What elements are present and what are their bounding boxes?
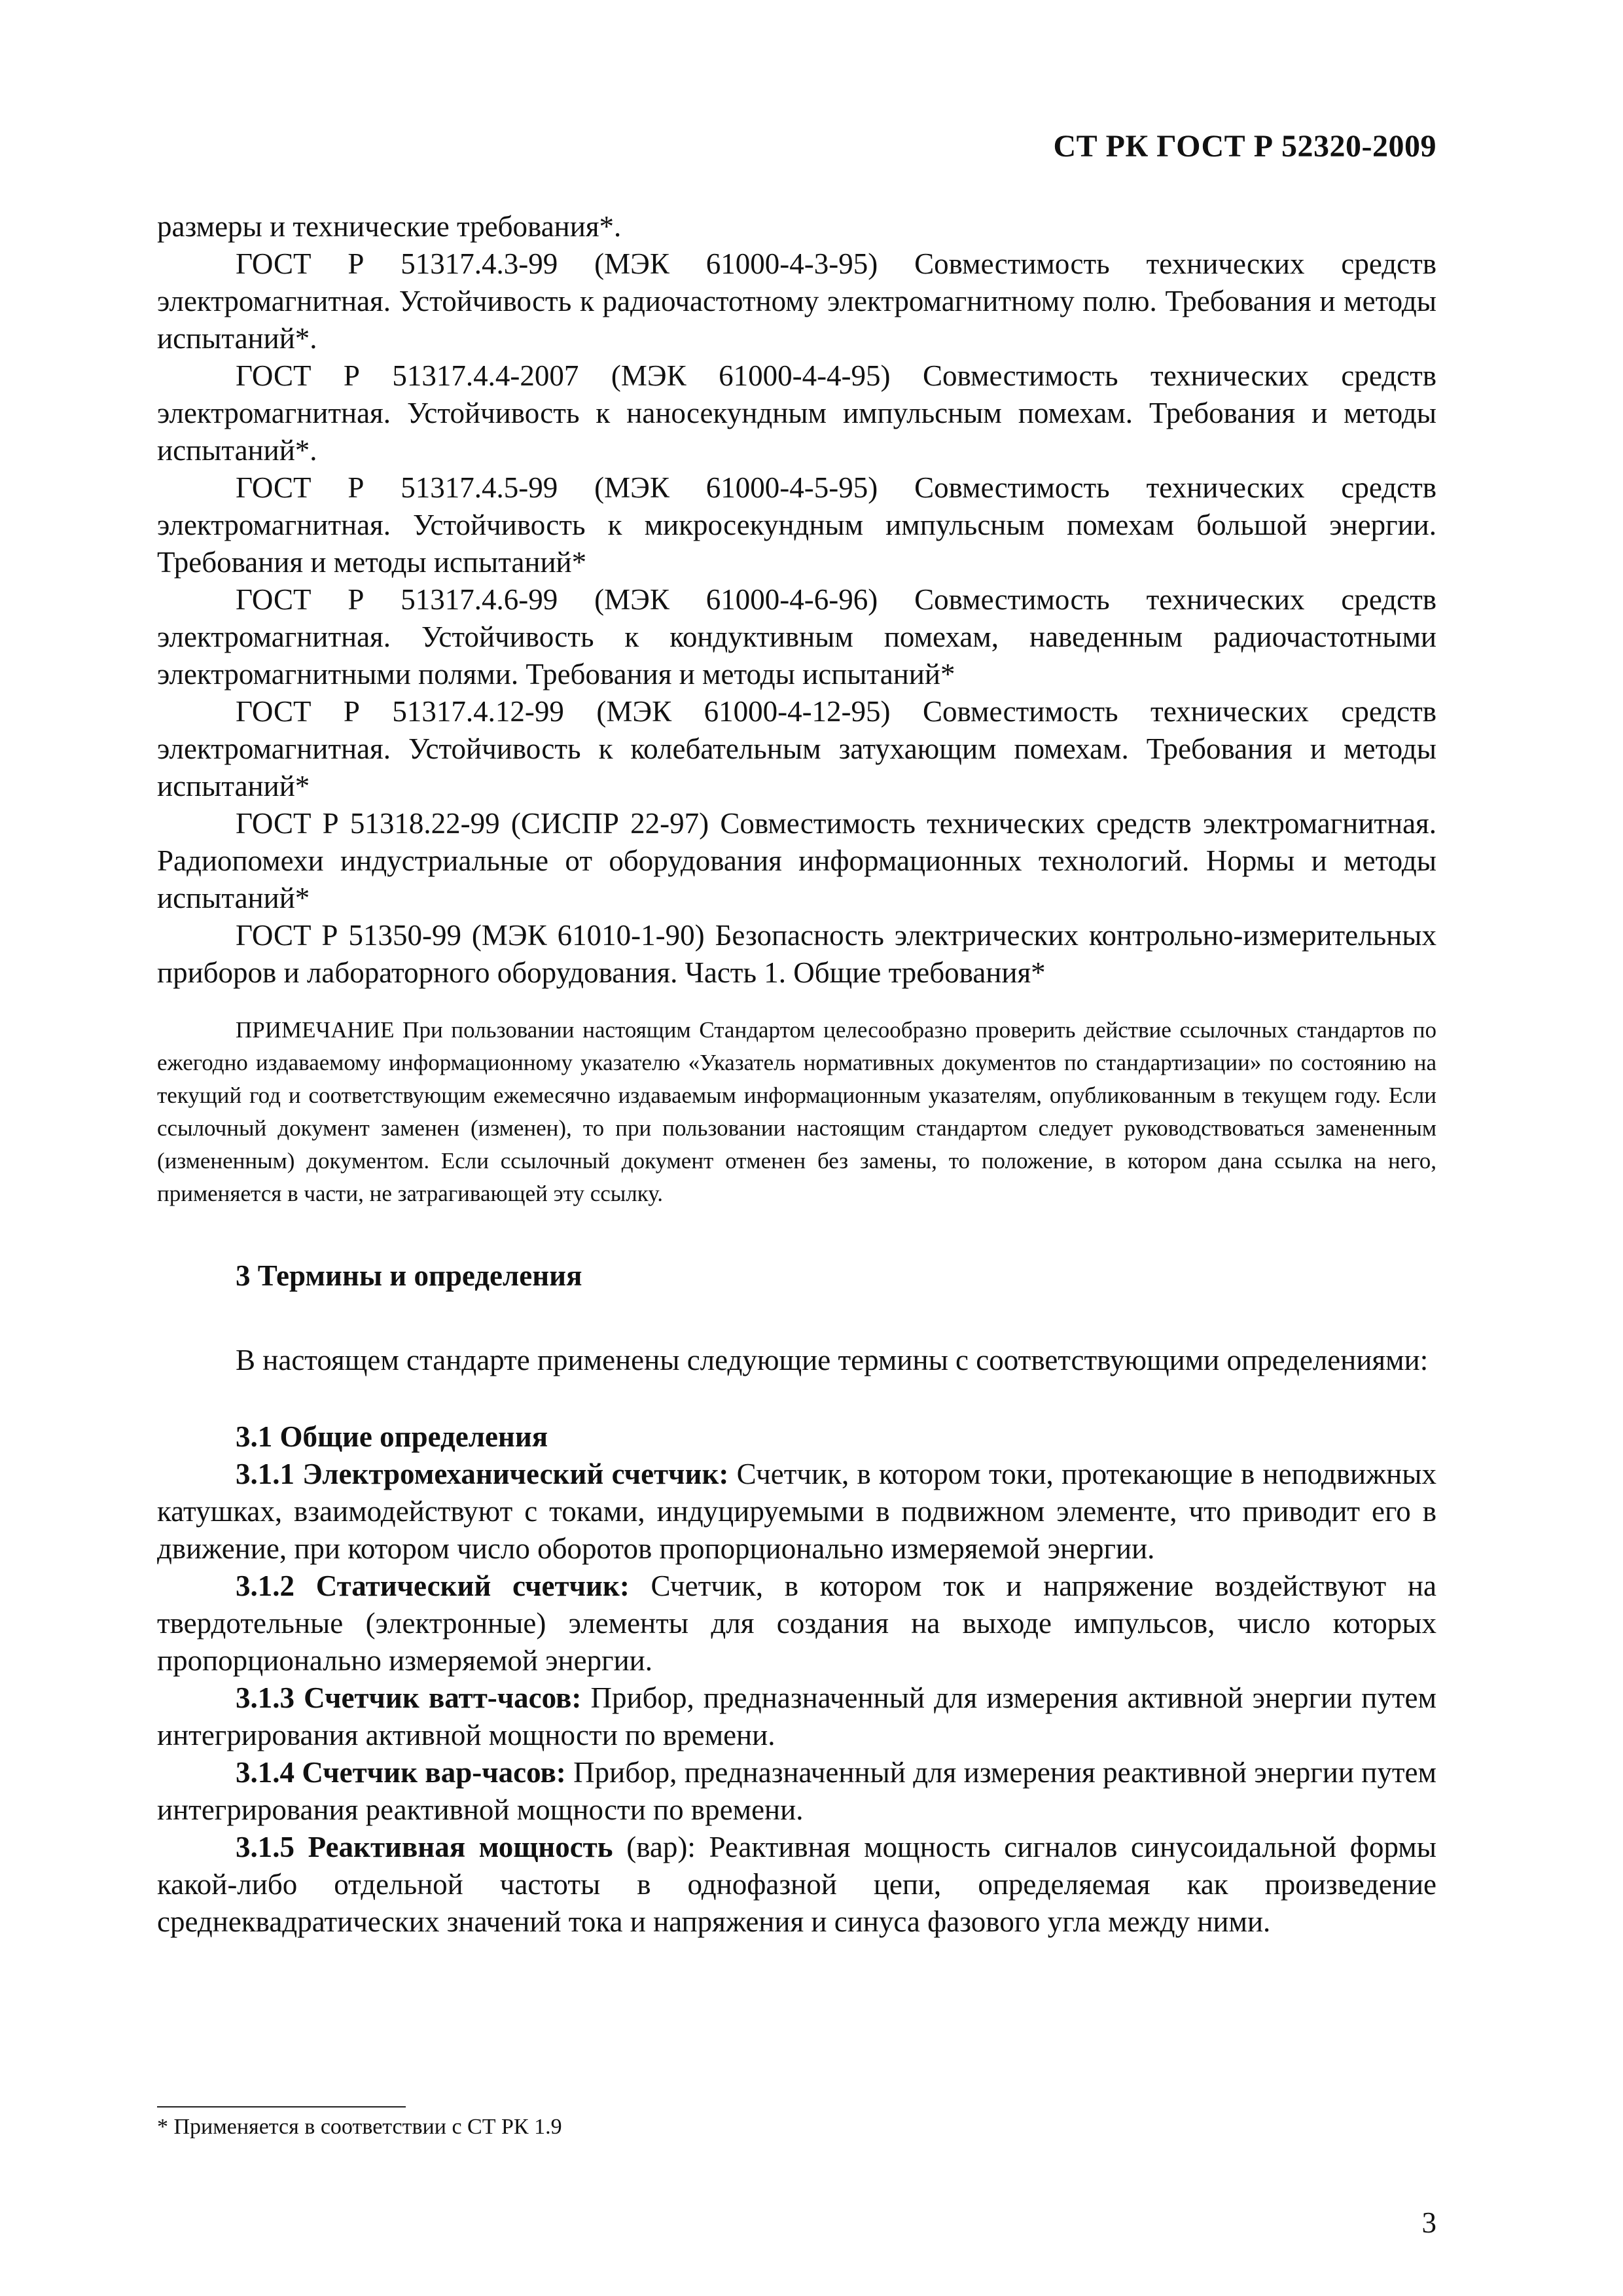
reference-item: ГОСТ Р 51317.4.4-2007 (МЭК 61000-4-4-95) Совместимость технических средств электромагнитная. Устойчивость к наносекундным импульсным помехам. Требования и методы испытаний*. bbox=[157, 359, 1436, 467]
definition-text: Прибор, предназначенный для измерения активной энергии путем интегрирования активной мощности по времени. bbox=[157, 1681, 1436, 1751]
definition-text: (вар): Реактивная мощность сигналов синусоидальной формы какой-либо отдельной частоты в однофазной цепи, определяемая как произведение среднеквадратических значений тока и напряжения и синуса фазового угла между ними. bbox=[157, 1831, 1436, 1938]
subsection-heading: 3.1 Общие определения bbox=[236, 1420, 548, 1453]
definition-item bbox=[157, 1679, 1436, 1754]
definition-term: 3.1.5 Реактивная мощность bbox=[236, 1831, 613, 1863]
footnote-text: * Применяется в соответствии с СТ РК 1.9 bbox=[157, 2115, 562, 2139]
definition-term: 3.1.2 Статический счетчик: bbox=[236, 1570, 630, 1602]
definition-term: 3.1.4 Счетчик вар-часов: bbox=[236, 1756, 566, 1789]
definition-text: Счетчик, в котором ток и напряжение воздействуют на твердотельные (электронные) элементы для создания на выходе импульсов, число которых пропорционально измеряемой энергии. bbox=[157, 1570, 1436, 1677]
note-paragraph: ПРИМЕЧАНИЕ При пользовании настоящим Стандартом целесообразно проверить действие ссылочных стандартов по ежегодно издаваемому информационному указателю «Указатель нормативных документов по стандартизации» по состоянию на текущий год и соответствующим ежемесячно издаваемым информационным указателям, опубликованным в текущем году. Если ссылочный документ заменен (изменен), то при пользовании настоящим стандартом следует руководствоваться замененным (измененным) документом. Если ссылочный документ отменен без замены, то положение, в котором дана ссылка на него, применяется в части, не затрагивающей эту ссылку. bbox=[157, 1017, 1436, 1206]
definition-term: 3.1.1 Электромеханический счетчик: bbox=[236, 1458, 729, 1490]
definition-item bbox=[157, 1456, 1436, 1568]
reference-continuation: размеры и технические требования*. bbox=[157, 210, 622, 243]
reference-item: ГОСТ Р 51317.4.5-99 (МЭК 61000-4-5-95) Совместимость технических средств электромагнитная. Устойчивость к микросекундным импульсным помехам большой энергии. Требования и методы испытаний* bbox=[157, 471, 1436, 579]
section-intro: В настоящем стандарте применены следующие термины с соответствующими определениями: bbox=[236, 1344, 1429, 1376]
definition-term: 3.1.3 Счетчик ватт-часов: bbox=[236, 1681, 582, 1714]
page-number: 3 bbox=[1421, 2206, 1436, 2239]
definition-item bbox=[157, 1568, 1436, 1679]
reference-item: ГОСТ Р 51317.4.6-99 (МЭК 61000-4-6-96) Совместимость технических средств электромагнитная. Устойчивость к кондуктивным помехам, наведенным радиочастотными электромагнитными полями. Требования и методы испытаний* bbox=[157, 583, 1436, 691]
page-body bbox=[157, 208, 1436, 1941]
reference-item: ГОСТ Р 51350-99 (МЭК 61010-1-90) Безопасность электрических контрольно-измерительных приборов и лабораторного оборудования. Часть 1. Общие требования* bbox=[157, 919, 1436, 989]
reference-item: ГОСТ Р 51318.22-99 (СИСПР 22-97) Совместимость технических средств электромагнитная. Радиопомехи индустриальные от оборудования информационных технологий. Нормы и методы испытаний* bbox=[157, 807, 1436, 914]
document-header-id: СТ РК ГОСТ Р 52320-2009 bbox=[1053, 129, 1436, 164]
reference-item: ГОСТ Р 51317.4.3-99 (МЭК 61000-4-3-95) Совместимость технических средств электромагнитная. Устойчивость к радиочастотному электромагнитному полю. Требования и методы испытаний*. bbox=[157, 247, 1436, 355]
definition-item bbox=[157, 1754, 1436, 1829]
footnote-divider bbox=[157, 2106, 406, 2108]
definition-item bbox=[157, 1829, 1436, 1941]
definition-text: Счетчик, в котором токи, протекающие в неподвижных катушках, взаимодействуют с токами, индуцируемыми в подвижном элементе, что приводит его в движение, при котором число оборотов пропорционально измеряемой энергии. bbox=[157, 1458, 1436, 1565]
section-heading: 3 Термины и определения bbox=[236, 1259, 582, 1292]
reference-item: ГОСТ Р 51317.4.12-99 (МЭК 61000-4-12-95) Совместимость технических средств электромагнитная. Устойчивость к колебательным затухающим помехам. Требования и методы испытаний* bbox=[157, 695, 1436, 802]
definition-text: Прибор, предназначенный для измерения реактивной энергии путем интегрирования реактивной мощности по времени. bbox=[157, 1756, 1437, 1826]
